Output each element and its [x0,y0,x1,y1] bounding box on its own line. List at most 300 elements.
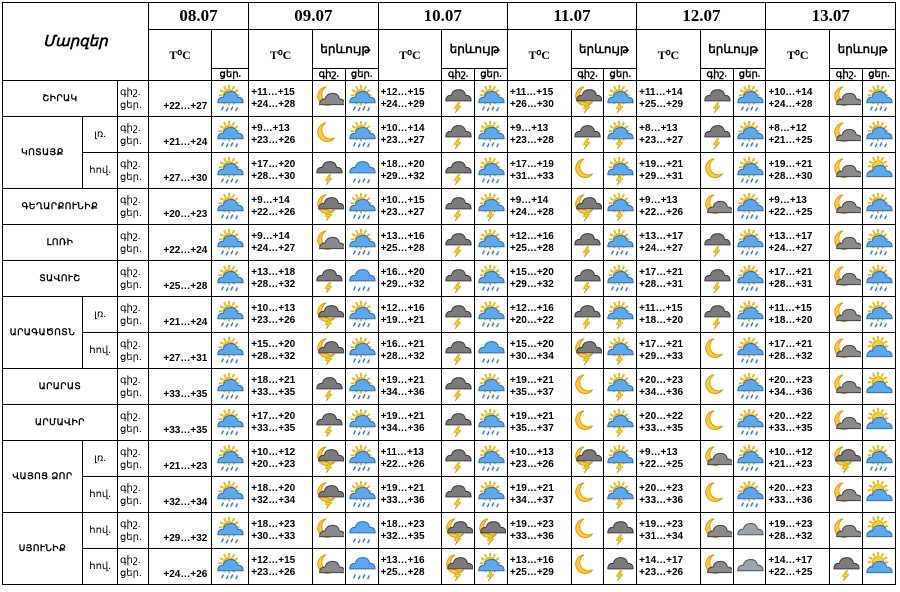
moon-icon [571,153,604,189]
moon-cloud-icon [312,81,345,117]
table-row [3,549,896,585]
region-name: ԳԵՂԱՐՔՈՒՆԻՔ [3,189,118,225]
moon-cloud-icon [830,405,863,441]
sun-rain-icon [862,189,895,225]
cloud-storm-icon [830,549,863,585]
sun-rain-icon [345,81,378,117]
temperature-cell: +15…+20 +28…+32 [249,333,313,369]
region-name: ԼՈՌԻ [3,225,118,261]
night-day-labels: գիշ. ցեր. [117,297,148,333]
temperature-cell: +19…+21 +34…+37 [507,477,571,513]
subzone-label: լռ. [83,297,118,333]
temperature-cell: +20…+23 +34…+36 [766,369,830,405]
temp-header: T⁰C [249,30,313,81]
temperature-cell: +19…+21 +33…+36 [378,477,442,513]
sun-rain-icon [212,549,249,585]
moon-storm-icon [830,441,863,477]
moon-cloud-icon [830,81,863,117]
night-day-labels: գիշ. ցեր. [117,441,148,477]
sun-rain-icon [212,153,249,189]
region-name: ՇԻՐԱԿ [3,81,118,117]
moon-cloud-icon [830,513,863,549]
sun-rain-icon [345,333,378,369]
sun-rain-icon [733,189,766,225]
moon-cloud-icon [700,549,733,585]
temperature-cell: +20…+23 +33…+36 [766,477,830,513]
moon-cloud-icon [830,369,863,405]
cloud-icon [733,549,766,585]
temperature-cell: +19…+21 +34…+36 [378,369,442,405]
sun-cloud-icon [862,153,895,189]
moon-cloud-icon [830,261,863,297]
table-row [3,333,896,369]
moon-storm-icon [571,333,604,369]
temperature-cell: +13…+16 +25…+29 [507,549,571,585]
sun-rain-icon [862,117,895,153]
temperature-cell: +9…+13 +23…+28 [507,117,571,153]
night-day-labels: գիշ. ցեր. [117,549,148,585]
sun-rain-icon [862,261,895,297]
subzone-label: հով. [83,513,118,549]
temperature-cell: +19…+23 +28…+32 [766,513,830,549]
table-row [3,441,896,477]
sun-storm-icon [604,153,637,189]
temperature-cell: +12…+15 +24…+29 [378,81,442,117]
subzone-label: հով. [83,549,118,585]
sun-rain-icon [475,153,508,189]
night-day-labels: գիշ. ցեր. [117,153,148,189]
table-row [3,189,896,225]
temperature-cell: +20…+23 [148,189,212,225]
night-day-labels: գիշ. ցեր. [117,513,148,549]
sun-rain-icon [212,261,249,297]
cloud-storm-icon [604,513,637,549]
temperature-cell: +16…+21 +28…+32 [378,333,442,369]
date-header: 12.07 [637,3,766,30]
moon-icon [571,405,604,441]
moon-cloud-icon [830,117,863,153]
moon-storm-icon [442,549,475,585]
temperature-cell: +10…+13 +23…+26 [249,297,313,333]
cloud-rain-icon [475,333,508,369]
table-row [3,117,896,153]
temperature-cell: +17…+19 +31…+33 [507,153,571,189]
cloud-storm-icon [442,477,475,513]
temperature-cell: +21…+24 [148,297,212,333]
moon-icon [571,549,604,585]
moon-cloud-icon [830,297,863,333]
sun-rain-icon [475,369,508,405]
night-day-labels: գիշ. ցեր. [117,405,148,441]
subzone-label: հով. [83,333,118,369]
temperature-cell: +20…+22 +33…+35 [637,405,701,441]
moon-cloud-icon [830,189,863,225]
sun-cloud-icon [862,405,895,441]
moon-cloud-icon [312,513,345,549]
cloud-storm-icon [442,405,475,441]
day-subheader: ցեր. [475,69,508,81]
phenomena-header-empty [212,30,249,69]
cloud-rain-icon [345,513,378,549]
sun-rain-icon [733,117,766,153]
temp-header: T⁰C [148,30,212,81]
sun-storm-icon [475,189,508,225]
temperature-cell: +17…+21 +28…+31 [637,261,701,297]
subzone-label: հով. [83,153,118,189]
moon-cloud-icon [830,333,863,369]
subzone-label: հով. [83,477,118,513]
cloud-storm-icon [442,153,475,189]
sun-rain-icon [212,441,249,477]
temperature-cell: +11…+14 +25…+29 [637,81,701,117]
sun-rain-icon [212,477,249,513]
moon-icon [700,477,733,513]
sun-storm-icon [475,549,508,585]
sun-cloud-icon [862,333,895,369]
moon-cloud-icon [312,549,345,585]
temperature-cell: +13…+16 +25…+28 [378,225,442,261]
cloud-storm-icon [700,81,733,117]
temperature-cell: +22…+27 [148,81,212,117]
region-name: ԱՐՄԱՎԻՐ [3,405,118,441]
temperature-cell: +19…+21 +28…+30 [766,153,830,189]
sun-rain-icon [733,477,766,513]
moon-icon [571,369,604,405]
cloud-storm-icon [312,369,345,405]
temperature-cell: +9…+13 +22…+26 [637,189,701,225]
cloud-storm-icon [700,261,733,297]
cloud-storm-icon [442,333,475,369]
temperature-cell: +9…+13 +22…+25 [766,189,830,225]
temperature-cell: +9…+13 +22…+25 [637,441,701,477]
night-subheader: գիշ. [700,69,733,81]
temp-header: T⁰C [378,30,442,81]
region-name: ՎԱՅՈՑ ՁՈՐ [3,441,83,513]
temperature-cell: +11…+15 +18…+20 [766,297,830,333]
temperature-cell: +14…+17 +22…+25 [766,549,830,585]
sun-rain-icon [475,441,508,477]
night-day-labels: գիշ. ցեր. [117,225,148,261]
sun-rain-icon [733,153,766,189]
cloud-storm-icon [442,369,475,405]
temperature-cell: +10…+12 +20…+23 [249,441,313,477]
cloud-rain-icon [345,261,378,297]
forecast-table [2,2,896,585]
moon-icon [571,477,604,513]
temperature-cell: +11…+15 +18…+20 [637,297,701,333]
sun-rain-icon [733,297,766,333]
moon-storm-icon [475,513,508,549]
sun-rain-icon [212,297,249,333]
sun-cloud-icon [862,369,895,405]
sun-cloud-icon [862,513,895,549]
temperature-cell: +18…+23 +32…+35 [378,513,442,549]
cloud-storm-icon [442,81,475,117]
cloud-storm-icon [442,297,475,333]
temperature-cell: +9…+14 +24…+27 [249,225,313,261]
sun-rain-icon [604,261,637,297]
temperature-cell: +27…+30 [148,153,212,189]
table-row [3,369,896,405]
sun-rain-icon [862,225,895,261]
day-subheader: ցեր. [733,69,766,81]
temperature-cell: +19…+23 +31…+34 [637,513,701,549]
sun-rain-icon [862,441,895,477]
day-subheader: ցեր. [604,69,637,81]
phenomena-header: երևույթ [830,30,896,69]
temperature-cell: +19…+21 +35…+37 [507,369,571,405]
region-name: ՍՅՈՒՆԻՔ [3,513,83,585]
temperature-cell: +33…+35 [148,405,212,441]
cloud-rain-icon [345,153,378,189]
temperature-cell: +19…+23 +33…+36 [507,513,571,549]
moon-storm-icon [312,333,345,369]
night-subheader: գիշ. [830,69,863,81]
moon-icon [700,333,733,369]
sun-rain-icon [345,477,378,513]
sun-rain-icon [475,81,508,117]
night-subheader: գիշ. [442,69,475,81]
sun-storm-icon [604,81,637,117]
cloud-storm-icon [442,225,475,261]
sun-rain-icon [733,225,766,261]
temperature-cell: +18…+23 +30…+33 [249,513,313,549]
temperature-cell: +10…+12 +21…+23 [766,441,830,477]
sun-rain-icon [862,297,895,333]
temperature-cell: +12…+16 +25…+28 [507,225,571,261]
sun-rain-icon [475,297,508,333]
sun-rain-icon [345,441,378,477]
moon-storm-icon [571,81,604,117]
temperature-cell: +17…+20 +28…+30 [249,153,313,189]
sun-storm-icon [604,405,637,441]
sun-storm-icon [604,477,637,513]
temp-header: T⁰C [766,30,830,81]
night-day-labels: գիշ. ցեր. [117,477,148,513]
temperature-cell: +10…+14 +23…+27 [378,117,442,153]
table-row [3,81,896,117]
temperature-cell: +18…+21 +33…+35 [249,369,313,405]
sun-rain-icon [212,81,249,117]
temperature-cell: +21…+23 [148,441,212,477]
temperature-cell: +8…+13 +23…+27 [637,117,701,153]
temperature-cell: +17…+21 +29…+33 [637,333,701,369]
temperature-cell: +13…+18 +28…+32 [249,261,313,297]
sun-rain-icon [733,441,766,477]
temperature-cell: +9…+14 +24…+28 [507,189,571,225]
sun-rain-icon [475,225,508,261]
moon-cloud-icon [830,225,863,261]
region-name: ԿՈՏԱՅՔ [3,117,83,189]
temperature-cell: +22…+24 [148,225,212,261]
sun-rain-icon [345,405,378,441]
sun-cloud-icon [862,549,895,585]
temperature-cell: +19…+21 +34…+36 [378,405,442,441]
sun-storm-icon [604,441,637,477]
table-row [3,261,896,297]
moon-storm-icon [312,297,345,333]
temperature-cell: +11…+15 +24…+28 [249,81,313,117]
sun-rain-icon [345,189,378,225]
cloud-storm-icon [442,261,475,297]
day-subheader: ցեր. [862,69,895,81]
moon-cloud-icon [700,189,733,225]
sun-rain-icon [475,261,508,297]
sun-rain-icon [212,513,249,549]
sun-rain-icon [475,117,508,153]
sun-rain-icon [212,369,249,405]
day-subheader: ցեր. [212,69,249,81]
sun-rain-icon [345,297,378,333]
subzone-label: լռ. [83,117,118,153]
temperature-cell: +10…+14 +24…+28 [766,81,830,117]
cloud-storm-icon [312,153,345,189]
cloud-storm-icon [571,297,604,333]
sun-cloud-icon [862,477,895,513]
sun-rain-icon [733,405,766,441]
date-header: 08.07 [148,3,249,30]
night-subheader: գիշ. [571,69,604,81]
sun-rain-icon [475,477,508,513]
sun-rain-icon [733,261,766,297]
table-row [3,513,896,549]
temperature-cell: +9…+14 +22…+26 [249,189,313,225]
sun-storm-icon [604,297,637,333]
temperature-cell: +12…+16 +19…+21 [378,297,442,333]
night-day-labels: գիշ. ցեր. [117,117,148,153]
temperature-cell: +18…+20 +29…+32 [378,153,442,189]
table-row [3,225,896,261]
moon-icon [700,369,733,405]
temperature-cell: +15…+20 +29…+32 [507,261,571,297]
moon-cloud-icon [830,477,863,513]
cloud-storm-icon [442,189,475,225]
moon-icon [700,405,733,441]
sun-rain-icon [862,81,895,117]
temp-header: T⁰C [637,30,701,81]
phenomena-header: երևույթ [700,30,766,69]
temperature-cell: +25…+28 [148,261,212,297]
phenomena-header: երևույթ [312,30,378,69]
regions-header: Մարզեր [3,3,149,81]
temperature-cell: +14…+17 +23…+26 [637,549,701,585]
temp-header: T⁰C [507,30,571,81]
temperature-cell: +21…+24 [148,117,212,153]
date-header: 10.07 [378,3,507,30]
table-row [3,153,896,189]
temperature-cell: +27…+31 [148,333,212,369]
temperature-cell: +17…+21 +28…+31 [766,261,830,297]
region-name: ԱՐԱՐԱՏ [3,369,118,405]
temperature-cell: +8…+12 +21…+25 [766,117,830,153]
sun-rain-icon [345,369,378,405]
sun-rain-icon [212,405,249,441]
temperature-cell: +12…+15 +23…+26 [249,549,313,585]
temperature-cell: +24…+26 [148,549,212,585]
temperature-cell: +29…+32 [148,513,212,549]
temperature-cell: +19…+21 +29…+31 [637,153,701,189]
sun-rain-icon [212,117,249,153]
cloud-storm-icon [442,441,475,477]
table-row [3,297,896,333]
moon-storm-icon [312,477,345,513]
sun-storm-icon [604,369,637,405]
moon-storm-icon [571,441,604,477]
night-day-labels: գիշ. ցեր. [117,369,148,405]
moon-icon [700,153,733,189]
temperature-cell: +33…+35 [148,369,212,405]
sun-rain-icon [345,117,378,153]
moon-cloud-icon [700,441,733,477]
cloud-storm-icon [442,117,475,153]
table-row [3,477,896,513]
date-header: 09.07 [249,3,378,30]
cloud-storm-icon [604,549,637,585]
sun-rain-icon [212,189,249,225]
temperature-cell: +20…+23 +34…+36 [637,369,701,405]
cloud-storm-icon [312,261,345,297]
sun-rain-icon [733,333,766,369]
night-day-labels: գիշ. ցեր. [117,333,148,369]
temperature-cell: +20…+23 +33…+36 [637,477,701,513]
sun-rain-icon [733,369,766,405]
sun-storm-icon [604,333,637,369]
moon-storm-icon [312,189,345,225]
moon-icon [312,117,345,153]
phenomena-header: երևույթ [571,30,637,69]
region-name: ՏԱՎՈՒՇ [3,261,118,297]
temperature-cell: +13…+17 +24…+27 [637,225,701,261]
cloud-storm-icon [700,225,733,261]
table-row [3,405,896,441]
temperature-cell: +15…+20 +30…+34 [507,333,571,369]
cloud-storm-icon [700,297,733,333]
temperature-cell: +17…+21 +28…+32 [766,333,830,369]
sun-rain-icon [212,333,249,369]
night-day-labels: գիշ. ցեր. [117,189,148,225]
phenomena-header: երևույթ [442,30,508,69]
moon-storm-icon [442,513,475,549]
moon-storm-icon [312,441,345,477]
temperature-cell: +17…+20 +33…+35 [249,405,313,441]
date-header: 11.07 [507,3,636,30]
sun-storm-icon [604,189,637,225]
cloud-storm-icon [571,261,604,297]
sun-rain-icon [345,225,378,261]
moon-cloud-icon [312,225,345,261]
moon-storm-icon [571,189,604,225]
temperature-cell: +9…+13 +23…+26 [249,117,313,153]
subzone-label: լռ. [83,441,118,477]
sun-storm-icon [604,117,637,153]
temperature-cell: +11…+15 +26…+30 [507,81,571,117]
sun-rain-icon [604,225,637,261]
day-subheader: ցեր. [345,69,378,81]
temperature-cell: +12…+16 +20…+22 [507,297,571,333]
temperature-cell: +13…+16 +25…+28 [378,549,442,585]
temperature-cell: +10…+15 +23…+27 [378,189,442,225]
region-name: ԱՐԱԳԱԾՈՏՆ [3,297,83,369]
cloud-icon [733,513,766,549]
temperature-cell: +10…+13 +23…+26 [507,441,571,477]
temperature-cell: +16…+20 +29…+32 [378,261,442,297]
moon-cloud-icon [830,153,863,189]
night-day-labels: գիշ. ցեր. [117,81,148,117]
moon-icon [571,513,604,549]
temperature-cell: +20…+22 +33…+35 [766,405,830,441]
cloud-storm-icon [571,117,604,153]
temperature-cell: +32…+34 [148,477,212,513]
